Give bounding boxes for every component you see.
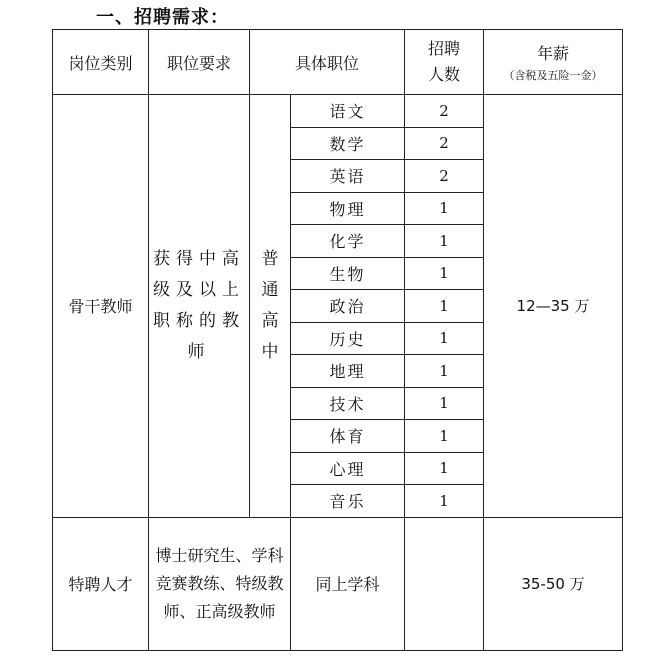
subject-count: 1: [405, 452, 484, 485]
subject-count: 1: [405, 257, 484, 290]
special-count: [405, 517, 484, 650]
header-position: 具体职位: [250, 30, 405, 95]
subject-count: 1: [405, 420, 484, 453]
header-salary-title: 年薪: [537, 44, 570, 63]
header-salary: [484, 30, 623, 95]
recruitment-table: [52, 29, 623, 651]
header-requirement: 职位要求: [149, 30, 250, 95]
subject-count: 1: [405, 192, 484, 225]
header-row: [53, 30, 623, 95]
backbone-requirement: 获得中高级及以上职称的教师: [149, 95, 250, 518]
table-row: [53, 95, 623, 128]
subject-name: 语文: [291, 95, 405, 128]
special-requirement: 博士研究生、学科竞赛教练、特级教师、正高级教师: [149, 517, 291, 650]
header-category: 岗位类别: [53, 30, 149, 95]
subject-count: 1: [405, 355, 484, 388]
backbone-salary: 12—35 万: [484, 95, 623, 518]
header-count-line2: 人数: [428, 65, 461, 84]
subject-count: 2: [405, 127, 484, 160]
subject-name: 数学: [291, 127, 405, 160]
special-category: 特聘人才: [53, 517, 149, 650]
subject-count: 1: [405, 485, 484, 518]
subject-count: 2: [405, 160, 484, 193]
subject-name: 化学: [291, 225, 405, 258]
subject-name: 历史: [291, 322, 405, 355]
subject-name: 生物: [291, 257, 405, 290]
special-position: 同上学科: [291, 517, 405, 650]
special-salary: 35-50 万: [484, 517, 623, 650]
subject-name: 音乐: [291, 485, 405, 518]
subject-name: 政治: [291, 290, 405, 323]
subject-count: 1: [405, 387, 484, 420]
subject-name: 地理: [291, 355, 405, 388]
subject-count: 1: [405, 290, 484, 323]
backbone-category: 骨干教师: [53, 95, 149, 518]
header-count: [405, 30, 484, 95]
backbone-school-text: 普通高中: [261, 248, 279, 362]
subject-count: 1: [405, 225, 484, 258]
subject-count: 2: [405, 95, 484, 128]
backbone-school: [250, 95, 291, 518]
subject-count: 1: [405, 322, 484, 355]
section-heading: 一、招聘需求：: [96, 7, 229, 28]
subject-name: 技术: [291, 387, 405, 420]
subject-name: 心理: [291, 452, 405, 485]
subject-name: 英语: [291, 160, 405, 193]
header-salary-note: （含税及五险一金）: [503, 69, 603, 82]
header-count-line1: 招聘: [428, 39, 461, 58]
special-row: [53, 517, 623, 650]
subject-name: 物理: [291, 192, 405, 225]
subject-name: 体育: [291, 420, 405, 453]
